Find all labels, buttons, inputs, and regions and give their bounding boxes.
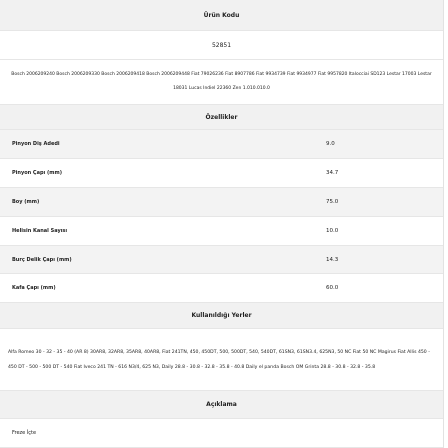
feature-value: 75.0	[326, 199, 339, 205]
description-text: Freze İçte	[12, 430, 37, 436]
usage-text: Alfa Romeo 30 - 32 - 35 - 40 (AR 8) 30AR8, 32AR8, 35AR8, 40AR8, Fiat 241TN, 450, 450DT, 500, 500DT, 540, 540DT, 61SN3, 61SN3.4, 625N3, 50 NC Fiat 50 NC Magirus Fiat Allis 450 - 450 DT - 500 - 500 DT - 540 Fiat Iveco 241 TN - 616 N3/4, 625 N3, Daily 28.8 - 30.8 - 32.8 - 35.8 - 40.8 Daily el parıda Bosch OM Grinta 28.8 - 30.8 - 32.8 - 35.8	[8, 349, 430, 370]
features-heading-text: Özellikler	[205, 113, 238, 121]
feature-label: Helisin Kanal Sayısı	[12, 228, 68, 234]
product-code-heading-text: Ürün Kodu	[203, 11, 240, 19]
description-heading	[0, 391, 443, 419]
description-heading-text: Açıklama	[206, 401, 237, 408]
features-heading	[0, 105, 443, 130]
feature-label: Pinyon Çapı (mm)	[12, 170, 62, 176]
feature-row	[0, 274, 443, 303]
feature-value: 10.0	[326, 228, 339, 234]
usage-heading	[0, 303, 443, 329]
product-code-value	[0, 31, 443, 60]
feature-row	[0, 217, 443, 246]
feature-label: Burç Delik Çapı (mm)	[12, 256, 72, 263]
feature-value: 14.3	[326, 256, 339, 263]
feature-row	[0, 159, 443, 188]
feature-value: 9.0	[326, 141, 335, 147]
feature-row	[0, 246, 443, 274]
feature-row	[0, 130, 443, 159]
product-code-value-text: 52851	[211, 41, 232, 49]
references-list	[0, 60, 443, 105]
feature-value: 60.0	[326, 285, 339, 291]
product-code-heading	[0, 0, 443, 31]
feature-label: Boy (mm)	[12, 199, 40, 205]
feature-value: 34.7	[326, 170, 339, 176]
references-text: Bosch 2006209240 Bosch 2006209330 Bosch 2006209418 Bosch 2006209448 Fiat 79026236 Fiat 8907786 Fiat 9934739 Fiat 9934977 Fiat 9957820 Italocciai SD123 Lestar 17003 Lestar 18031 Lucas Indiel 22360 Zen 1.010.010.0	[11, 72, 432, 91]
feature-label: Kafa Çapı (mm)	[12, 285, 56, 291]
description-value	[0, 419, 443, 448]
feature-row	[0, 188, 443, 217]
feature-label: Pinyon Diş Adedi	[12, 141, 60, 147]
usage-list	[0, 329, 443, 391]
usage-heading-text: Kullanıldığı Yerler	[191, 312, 252, 319]
